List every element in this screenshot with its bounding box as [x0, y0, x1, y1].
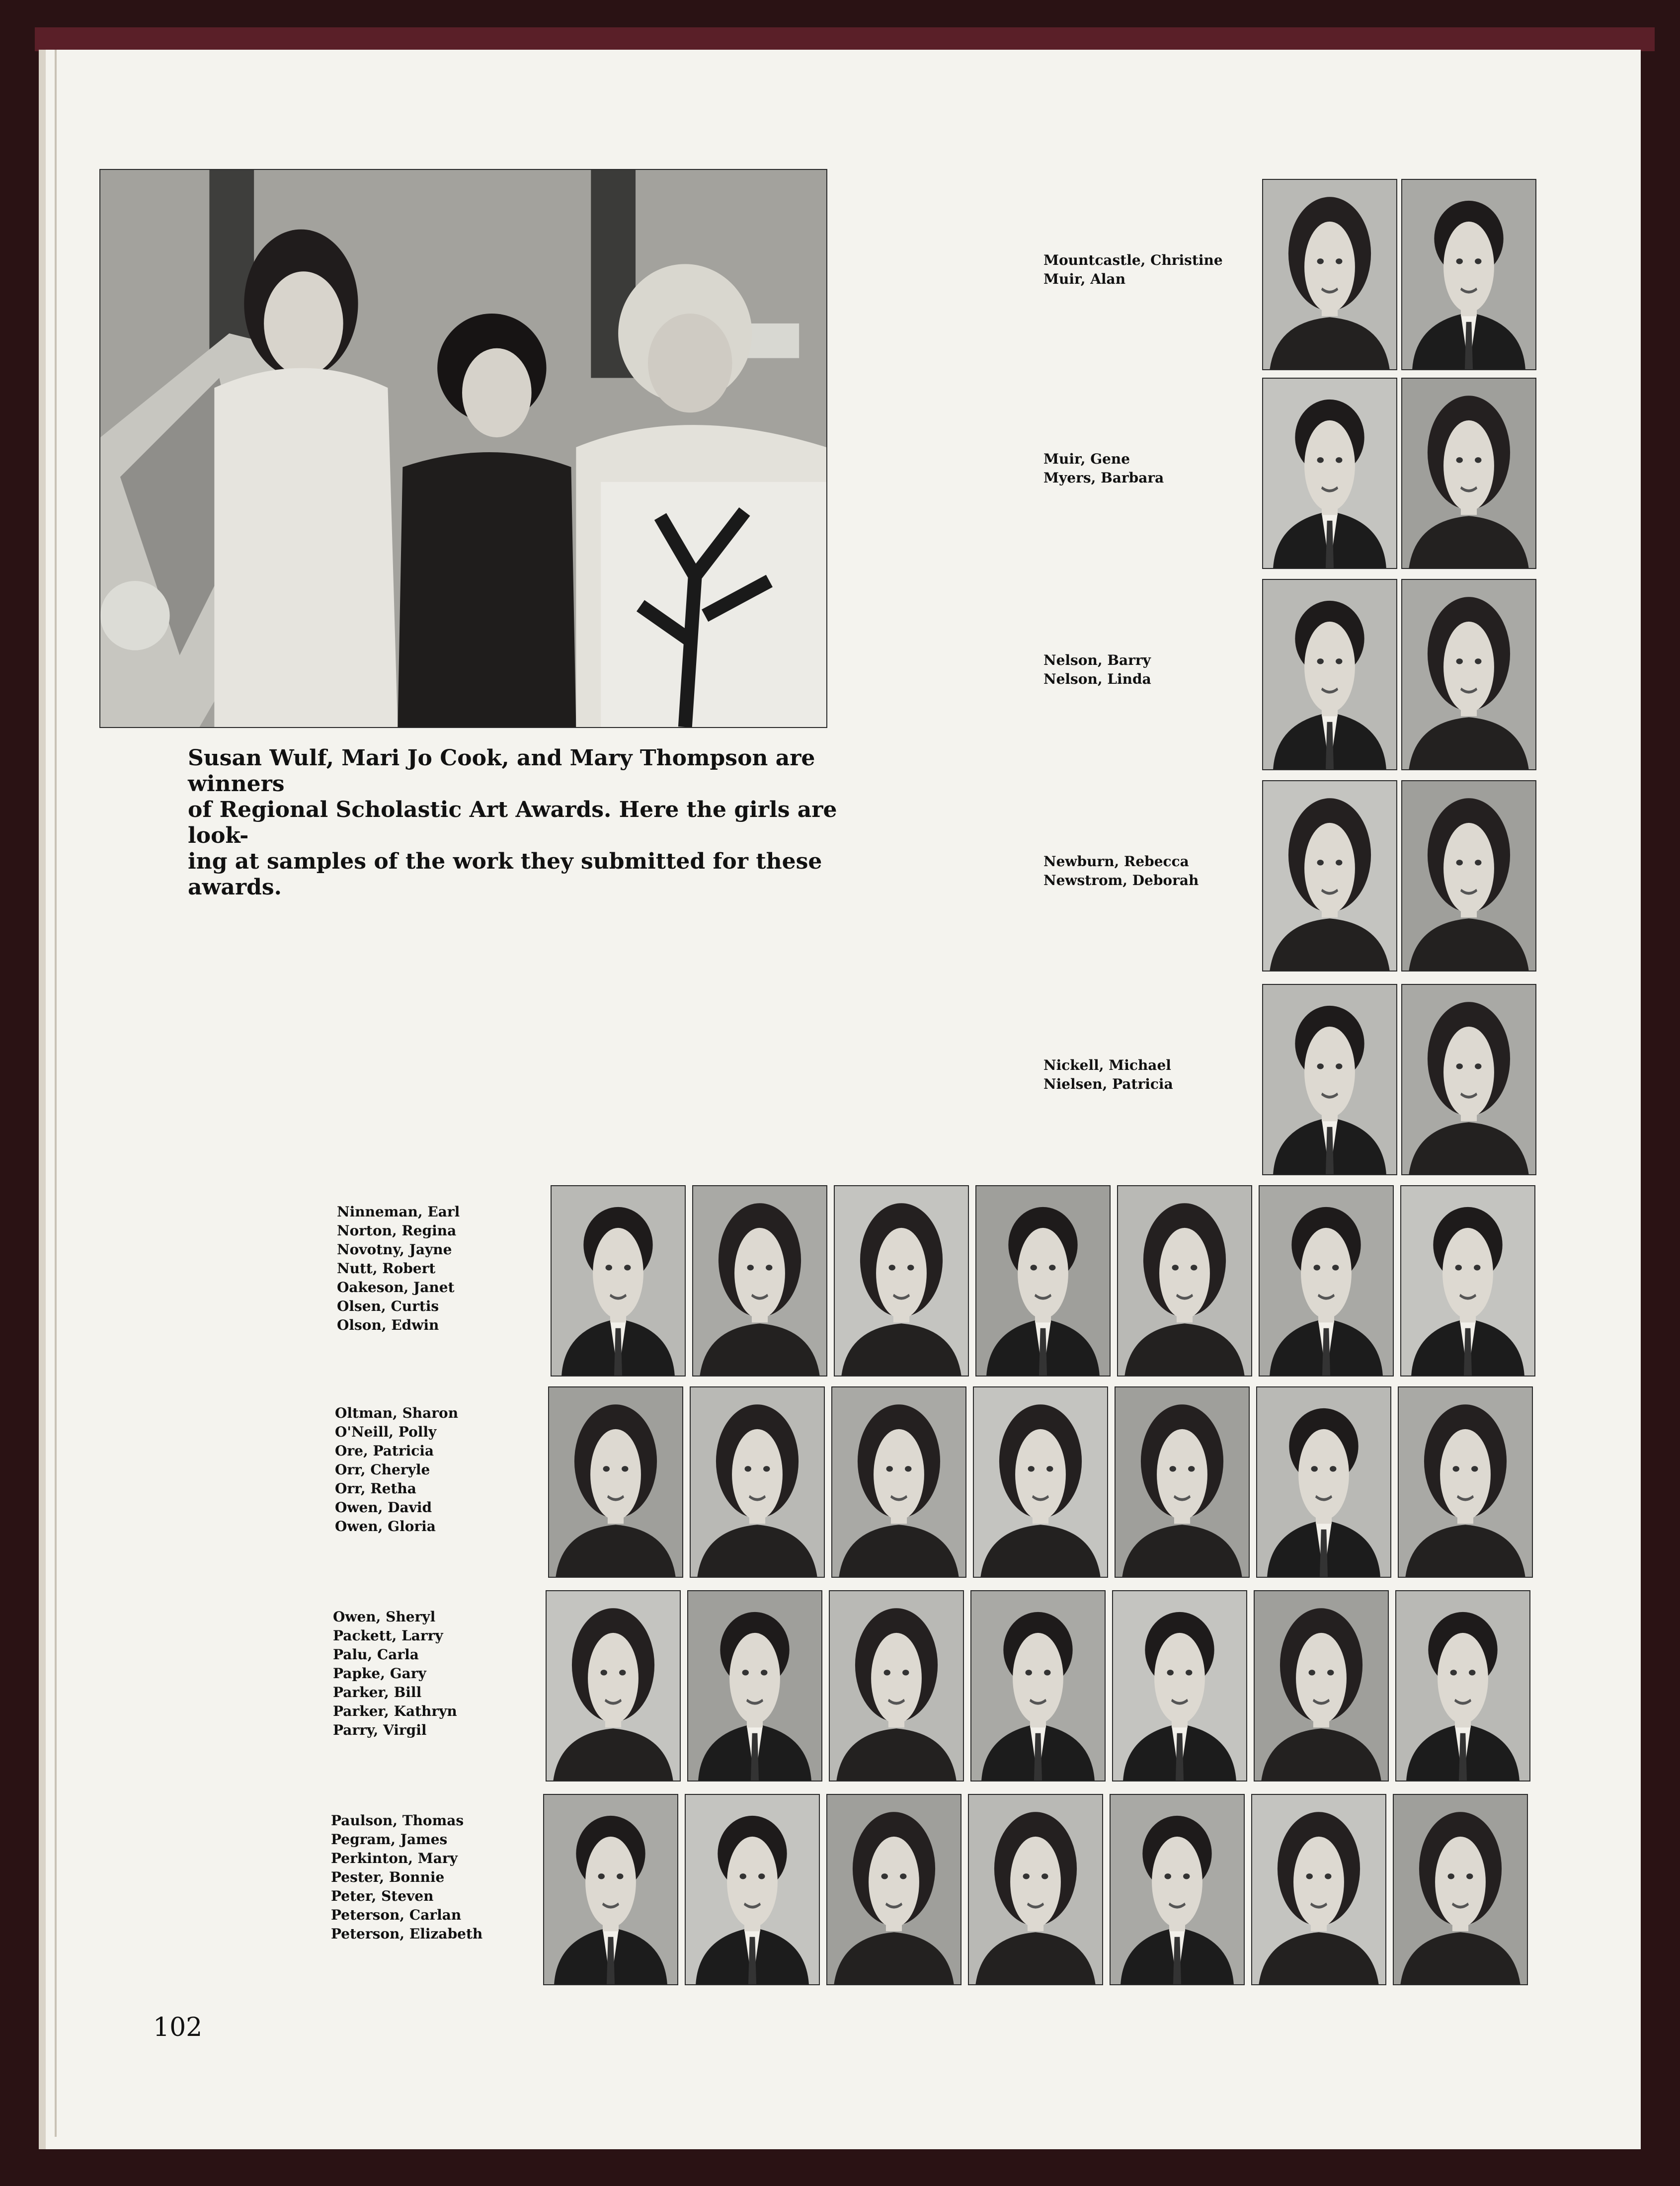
student-portrait: [1262, 579, 1397, 770]
student-portrait: [1262, 780, 1397, 972]
right-name-block: [1043, 852, 1199, 890]
book-spine-top: [35, 27, 1655, 51]
student-portrait: [551, 1185, 686, 1376]
student-portrait: [1254, 1590, 1389, 1781]
student-name: Nielsen, Patricia: [1043, 1076, 1173, 1092]
student-portrait: [1393, 1794, 1528, 1985]
student-portrait: [690, 1386, 825, 1578]
student-name: Paulson, Thomas: [331, 1812, 464, 1829]
student-portrait: [1256, 1386, 1391, 1578]
student-portrait: [1398, 1386, 1533, 1578]
student-portrait: [1262, 984, 1397, 1175]
student-name: Parker, Kathryn: [333, 1703, 457, 1719]
student-name: O'Neill, Polly: [335, 1424, 437, 1440]
student-name: Nelson, Linda: [1043, 671, 1151, 687]
row-name-block: [331, 1811, 482, 1943]
student-name: Owen, Gloria: [335, 1518, 436, 1535]
student-name: Pegram, James: [331, 1831, 448, 1848]
student-name: Orr, Retha: [335, 1480, 416, 1497]
right-name-block: [1043, 1056, 1173, 1094]
student-name: Peterson, Elizabeth: [331, 1926, 483, 1942]
student-name: Peterson, Carlan: [331, 1907, 462, 1923]
student-name: Ore, Patricia: [335, 1443, 434, 1459]
student-portrait: [1400, 1185, 1535, 1376]
page-number: 102: [153, 2013, 203, 2042]
student-name: Nelson, Barry: [1043, 652, 1151, 668]
student-name: Norton, Regina: [337, 1222, 457, 1239]
student-name: Novotny, Jayne: [337, 1241, 452, 1258]
student-name: Parker, Bill: [333, 1684, 422, 1700]
student-portrait: [546, 1590, 681, 1781]
student-name: Packett, Larry: [333, 1627, 443, 1644]
student-name: Mountcastle, Christine: [1043, 252, 1223, 268]
student-portrait: [968, 1794, 1103, 1985]
right-name-block: [1043, 251, 1223, 289]
group-photo-caption: Susan Wulf, Mari Jo Cook, and Mary Thompson are winners of Regional Scholastic Art Awards. Here the girls are look- ing at samples of the work they submitted for these awards.: [188, 745, 837, 900]
student-name: Newburn, Rebecca: [1043, 853, 1189, 870]
student-name: Papke, Gary: [333, 1665, 426, 1682]
student-name: Perkinton, Mary: [331, 1850, 458, 1866]
student-name: Orr, Cheryle: [335, 1461, 430, 1478]
student-portrait: [973, 1386, 1108, 1578]
student-portrait: [685, 1794, 820, 1985]
student-name: Parry, Virgil: [333, 1722, 427, 1738]
student-portrait: [970, 1590, 1106, 1781]
student-portrait: [687, 1590, 822, 1781]
student-name: Muir, Gene: [1043, 451, 1130, 467]
student-portrait: [975, 1185, 1111, 1376]
row-name-block: [337, 1203, 460, 1335]
student-name: Nutt, Robert: [337, 1260, 436, 1277]
student-portrait: [1115, 1386, 1250, 1578]
row-name-block: [335, 1404, 458, 1536]
student-portrait: [1401, 780, 1536, 972]
right-name-block: [1043, 450, 1164, 487]
student-portrait: [831, 1386, 966, 1578]
student-portrait: [1262, 378, 1397, 569]
student-portrait: [1401, 579, 1536, 770]
student-name: Owen, Sheryl: [333, 1609, 436, 1625]
student-portrait: [1401, 179, 1536, 370]
student-name: Pester, Bonnie: [331, 1869, 445, 1885]
student-name: Palu, Carla: [333, 1646, 419, 1663]
student-portrait: [548, 1386, 683, 1578]
student-portrait: [1251, 1794, 1386, 1985]
student-portrait: [1110, 1794, 1245, 1985]
student-portrait: [834, 1185, 969, 1376]
student-portrait: [1259, 1185, 1394, 1376]
student-name: Peter, Steven: [331, 1888, 434, 1904]
student-name: Myers, Barbara: [1043, 470, 1164, 486]
student-portrait: [1401, 984, 1536, 1175]
page-gutter-line: [55, 50, 57, 2137]
student-name: Olson, Edwin: [337, 1317, 439, 1333]
student-name: Olsen, Curtis: [337, 1298, 439, 1314]
student-portrait: [1112, 1590, 1247, 1781]
right-name-block: [1043, 651, 1151, 689]
student-name: Owen, David: [335, 1499, 432, 1516]
student-name: Oltman, Sharon: [335, 1405, 459, 1421]
student-portrait: [826, 1794, 961, 1985]
student-portrait: [1117, 1185, 1252, 1376]
student-name: Ninneman, Earl: [337, 1204, 460, 1220]
student-name: Muir, Alan: [1043, 271, 1126, 287]
student-name: Oakeson, Janet: [337, 1279, 455, 1295]
art-awards-group-photo: [99, 169, 827, 728]
student-name: Newstrom, Deborah: [1043, 872, 1199, 889]
row-name-block: [333, 1608, 457, 1740]
student-portrait: [829, 1590, 964, 1781]
student-portrait: [543, 1794, 678, 1985]
student-portrait: [1401, 378, 1536, 569]
student-name: Nickell, Michael: [1043, 1057, 1171, 1073]
student-portrait: [1262, 179, 1397, 370]
student-portrait: [692, 1185, 827, 1376]
student-portrait: [1395, 1590, 1530, 1781]
